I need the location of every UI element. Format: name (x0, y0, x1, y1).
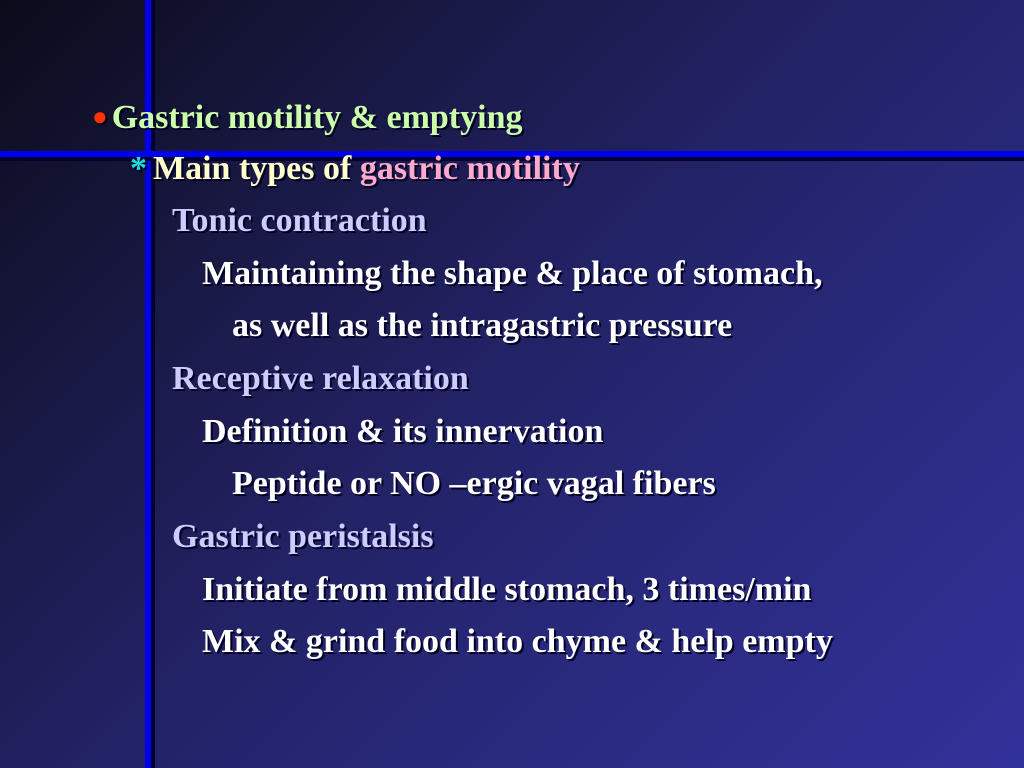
body-line: Maintaining the shape & place of stomach, (202, 255, 823, 292)
body-line-continued: Peptide or NO –ergic vagal fibers (232, 465, 716, 502)
heading-receptive-relaxation: Receptive relaxation (172, 360, 469, 397)
heading-gastric-peristalsis: Gastric peristalsis (172, 518, 434, 555)
heading-tonic-contraction: Tonic contraction (172, 202, 427, 239)
body-line: Definition & its innervation (202, 413, 604, 450)
body-line-continued: as well as the intragastric pressure (232, 307, 733, 344)
slide-subtitle (130, 149, 580, 189)
subtitle-highlight: gastric motility (359, 150, 580, 187)
bullet-dot-icon: ● (92, 102, 108, 131)
body-line: Mix & grind food into chyme & help empty (202, 623, 833, 660)
body-line: Initiate from middle stomach, 3 times/min (202, 571, 812, 608)
slide-title-text: Gastric motility & emptying (111, 99, 523, 136)
asterisk-bullet-icon: * (130, 150, 147, 187)
slide-title (92, 97, 522, 138)
subtitle-prefix: Main types of (153, 150, 360, 187)
